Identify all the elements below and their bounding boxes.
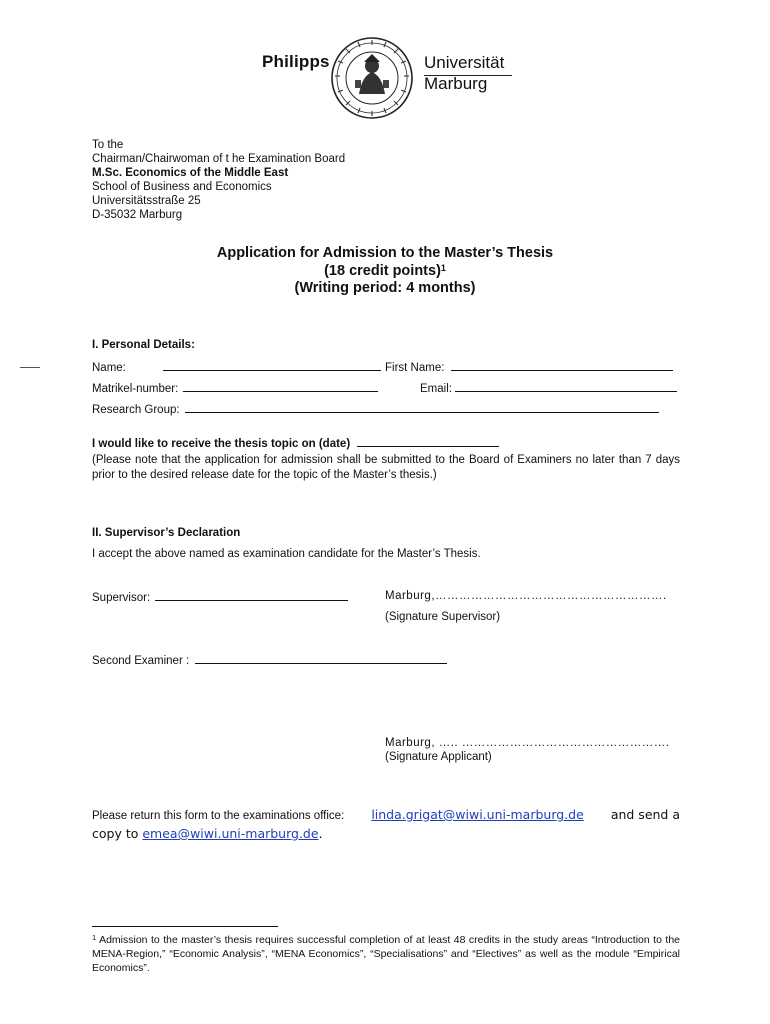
footnote-text: Admission to the master’s thesis requires successful completion of at least 48 credits in the study areas “Introduction to the MENA-Region,” “Economic Analysis”, “MENA Economics”, “Specialisations” and “Electives” as well as the module “Empirical Economics”.	[92, 934, 680, 974]
section-supervisor-heading: II. Supervisor’s Declaration	[92, 527, 241, 539]
section-personal-heading: I. Personal Details:	[92, 339, 195, 351]
title-line-3: (Writing period: 4 months)	[294, 280, 476, 296]
address-line: School of Business and Economics	[92, 181, 272, 193]
first-name-field[interactable]	[451, 360, 673, 371]
research-group-field[interactable]	[185, 402, 659, 413]
supervisor-field[interactable]	[155, 590, 348, 601]
second-examiner-field[interactable]	[195, 653, 447, 664]
address-line: Chairman/Chairwoman of t he Examination Board	[92, 153, 346, 165]
second-examiner-label: Second Examiner :	[92, 655, 190, 667]
return-text: Please return this form to the examinations office:	[92, 810, 345, 822]
email-field[interactable]	[455, 381, 677, 392]
name-label: Name:	[92, 362, 126, 374]
footnote-divider	[92, 926, 278, 927]
return-line-2	[92, 826, 323, 841]
logo-text-left: Philipps	[262, 52, 330, 71]
address-line-program: M.Sc. Economics of the Middle East	[92, 167, 289, 179]
second-examiner-field-row	[92, 653, 447, 667]
logo-text-right-1: Universität	[424, 53, 505, 72]
signature-supervisor-label: (Signature Supervisor)	[385, 611, 501, 623]
supervisor-label: Supervisor:	[92, 592, 151, 604]
topic-note: (Please note that the application for admission shall be submitted to the Board of Examiners no later than 7 days prior to the desired release date for the topic of the Master’s thesis.)	[92, 454, 680, 481]
first-name-field-row	[385, 360, 673, 374]
first-name-label: First Name:	[385, 362, 445, 374]
matrikel-field[interactable]	[183, 381, 378, 392]
applicant-place-date[interactable]: Marburg, ….. …………………………………………….	[385, 737, 670, 749]
address-line: Universitätsstraße 25	[92, 195, 201, 207]
email-link-examinations[interactable]: linda.grigat@wiwi.uni-marburg.de	[371, 807, 584, 822]
supervisor-statement: I accept the above named as examination candidate for the Master’s Thesis.	[92, 548, 481, 560]
address-line: To the	[92, 139, 124, 151]
supervisor-field-row	[92, 590, 348, 604]
logo-text-right-2: Marburg	[424, 74, 488, 93]
footnote-number: 1	[92, 933, 97, 942]
footnote-marker: 1	[440, 262, 446, 273]
university-seal-icon	[329, 36, 415, 120]
email-label: Email:	[420, 383, 452, 395]
research-group-field-row	[92, 402, 659, 416]
margin-mark	[20, 367, 40, 368]
topic-date-field[interactable]	[357, 436, 499, 447]
name-field[interactable]	[163, 360, 381, 371]
return-text-end: .	[318, 826, 323, 841]
address-block	[92, 138, 345, 222]
return-text-copy: copy to	[92, 826, 139, 841]
return-line-1	[92, 807, 680, 822]
name-field-row	[92, 360, 381, 374]
email-link-emea[interactable]: emea@wiwi.uni-marburg.de	[142, 826, 319, 841]
email-field-row	[420, 381, 677, 395]
matrikel-field-row	[92, 381, 378, 395]
title-line-1: Application for Admission to the Master’s Thesis	[216, 245, 554, 261]
title-credit-points: (18 credit points)	[324, 262, 441, 279]
signature-applicant-label: (Signature Applicant)	[385, 751, 492, 763]
topic-date-label: I would like to receive the thesis topic on (date)	[92, 438, 351, 450]
research-group-label: Research Group:	[92, 404, 180, 416]
matrikel-label: Matrikel-number:	[92, 383, 179, 395]
footnote	[92, 933, 680, 975]
logo-divider	[424, 75, 512, 76]
address-line: D-35032 Marburg	[92, 209, 183, 221]
title-line-2	[92, 263, 678, 281]
return-text-send: and send a	[610, 807, 680, 822]
page-title	[92, 245, 678, 298]
topic-date-row	[92, 436, 499, 450]
supervisor-place-date[interactable]: Marburg,………………………………………………….	[385, 590, 667, 602]
